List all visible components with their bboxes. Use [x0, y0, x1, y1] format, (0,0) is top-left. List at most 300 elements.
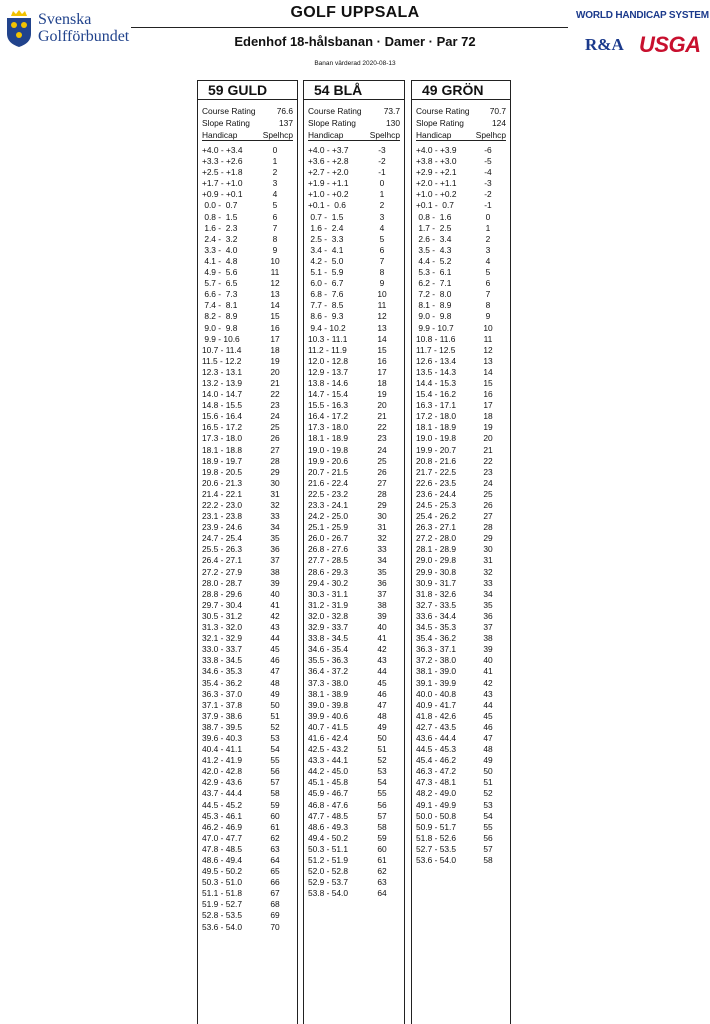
table-row: [198, 223, 297, 234]
handicap-range: 19.0 - 19.8: [308, 444, 349, 455]
table-row: [304, 811, 404, 822]
playing-handicap: 10: [270, 255, 280, 266]
table-row: [304, 433, 404, 444]
playing-handicap: 60: [270, 810, 280, 821]
table-row: [304, 722, 404, 733]
handicap-range: 14.7 - 15.4: [308, 389, 349, 400]
playing-handicap: 11: [270, 267, 280, 278]
playing-handicap: 63: [377, 877, 387, 888]
handicap-range: 43.3 - 44.1: [308, 755, 349, 766]
handicap-range: 27.7 - 28.5: [308, 555, 349, 566]
handicap-range: 52.7 - 53.5: [416, 843, 457, 854]
table-row: [304, 400, 404, 411]
handicap-range: 50.3 - 51.0: [202, 877, 243, 888]
handicap-range: 2.4 - 3.2: [202, 233, 238, 244]
table-row: [198, 833, 297, 844]
handicap-range: 24.5 - 25.3: [416, 500, 457, 510]
playing-handicap: 26: [483, 500, 493, 510]
handicap-range: 22.5 - 23.2: [308, 488, 349, 499]
playing-handicap: 3: [272, 178, 278, 189]
table-row: [412, 522, 510, 533]
playing-handicap: 21: [270, 377, 280, 388]
playing-handicap: 34: [270, 522, 280, 533]
playing-handicap: 61: [377, 855, 387, 865]
handicap-header: Handicap: [308, 130, 344, 140]
handicap-range: 12.9 - 13.7: [308, 366, 349, 377]
handicap-range: 41.6 - 42.4: [308, 732, 349, 743]
table-row: [412, 212, 510, 223]
playing-handicap: 65: [270, 866, 280, 877]
handicap-range: 47.0 - 47.7: [202, 832, 243, 843]
course-rating-label: Course Rating: [416, 106, 470, 116]
playing-handicap: 36: [483, 610, 493, 621]
table-row: [198, 300, 297, 311]
tee-column: [197, 80, 298, 1024]
playing-handicap: 51: [270, 710, 280, 721]
handicap-range: 18.1 - 18.8: [202, 444, 243, 455]
table-row: [304, 300, 404, 311]
table-row: [412, 445, 510, 456]
slope-rating-row: [308, 117, 400, 129]
playing-handicap: 15: [270, 311, 280, 322]
playing-handicap: 59: [270, 799, 280, 810]
course-rating-row: [416, 105, 506, 117]
playing-handicap: 56: [270, 766, 280, 777]
playing-handicap: -1: [484, 200, 492, 211]
playing-handicap: 36: [270, 544, 280, 555]
handicap-range: 10.3 - 11.1: [308, 333, 348, 344]
table-row: [412, 611, 510, 622]
handicap-range: 13.2 - 13.9: [202, 377, 243, 388]
handicap-range: 19.8 - 20.5: [202, 466, 243, 477]
playing-handicap: 46: [483, 721, 493, 732]
table-row: [198, 522, 297, 533]
table-row: [304, 611, 404, 622]
handicap-range: 25.1 - 25.9: [308, 522, 349, 533]
playing-handicap: -2: [484, 189, 492, 200]
table-row: [198, 311, 297, 322]
slope-rating-value: 124: [492, 118, 506, 128]
handicap-range: 10.8 - 11.6: [416, 333, 456, 344]
table-row: [198, 700, 297, 711]
table-row: [198, 800, 297, 811]
table-row: [198, 755, 297, 766]
handicap-range: 26.8 - 27.6: [308, 544, 349, 555]
playing-handicap: 7: [485, 289, 491, 300]
handicap-range: 27.2 - 28.0: [416, 533, 457, 544]
playing-handicap: 3: [485, 244, 491, 255]
table-row: [198, 644, 297, 655]
title-divider: [131, 27, 568, 28]
spelhcp-header: Spelhcp: [475, 130, 506, 140]
handicap-range: 52.0 - 52.8: [308, 866, 349, 877]
playing-handicap: 14: [270, 300, 280, 311]
playing-handicap: 18: [377, 377, 387, 388]
playing-handicap: 61: [270, 821, 280, 832]
handicap-range: 28.0 - 28.7: [202, 577, 243, 588]
playing-handicap: 11: [483, 333, 493, 344]
handicap-range: 34.6 - 35.4: [308, 644, 349, 655]
table-row: [198, 323, 297, 334]
playing-handicap: 46: [377, 688, 387, 699]
handicap-range: 17.3 - 18.0: [202, 433, 243, 444]
handicap-range: +0.1 - 0.7: [416, 200, 454, 211]
handicap-range: +1.7 - +1.0: [202, 178, 243, 189]
handicap-range: 9.4 - 10.2: [308, 322, 346, 333]
table-row: [198, 511, 297, 522]
table-row: [412, 700, 510, 711]
handicap-range: 33.8 - 34.5: [202, 655, 243, 666]
playing-handicap: 41: [377, 633, 387, 644]
handicap-range: 4.2 - 5.0: [308, 255, 344, 266]
playing-handicap: 40: [483, 655, 493, 666]
table-row: [412, 345, 510, 356]
handicap-range: 22.6 - 23.5: [416, 477, 457, 488]
handicap-range: 40.9 - 41.7: [416, 699, 457, 710]
playing-handicap: 44: [377, 666, 387, 677]
handicap-range: 3.5 - 4.3: [416, 244, 452, 255]
handicap-table: [198, 141, 297, 933]
handicap-range: 19.9 - 20.6: [308, 455, 349, 466]
table-row: [304, 755, 404, 766]
handicap-range: 45.4 - 46.2: [416, 755, 457, 766]
table-row: [304, 622, 404, 633]
playing-handicap: 42: [270, 610, 280, 621]
playing-handicap: 18: [270, 344, 280, 355]
playing-handicap: 21: [377, 411, 387, 422]
table-row: [198, 433, 297, 444]
playing-handicap: 55: [483, 821, 493, 832]
handicap-range: 47.8 - 48.5: [202, 843, 243, 854]
tee-name: 54 BLÅ: [304, 81, 404, 100]
table-row: [198, 256, 297, 267]
handicap-range: 37.2 - 38.0: [416, 655, 457, 666]
handicap-range: 18.1 - 18.9: [308, 433, 349, 444]
handicap-range: 12.0 - 12.8: [308, 355, 349, 366]
playing-handicap: 56: [483, 832, 493, 843]
table-row: [412, 555, 510, 566]
playing-handicap: 24: [270, 411, 280, 422]
handicap-range: 52.9 - 53.7: [308, 877, 349, 888]
handicap-range: 12.6 - 13.4: [416, 355, 457, 366]
table-row: [412, 822, 510, 833]
handicap-range: 51.9 - 52.7: [202, 899, 243, 910]
table-row: [412, 378, 510, 389]
table-row: [304, 389, 404, 400]
handicap-table: [304, 141, 404, 899]
slope-rating-label: Slope Rating: [202, 118, 250, 128]
table-row: [412, 788, 510, 799]
handicap-range: 23.1 - 23.8: [202, 511, 243, 522]
table-row: [412, 234, 510, 245]
table-row: [412, 267, 510, 278]
playing-handicap: -1: [378, 167, 386, 178]
handicap-range: 20.7 - 21.5: [308, 466, 349, 477]
table-row: [198, 578, 297, 589]
handicap-range: 38.1 - 38.9: [308, 688, 349, 699]
course-rating-label: Course Rating: [202, 106, 256, 116]
handicap-range: 7.7 - 8.5: [308, 300, 344, 311]
table-row: [412, 422, 510, 433]
handicap-range: 32.9 - 33.7: [308, 622, 349, 633]
playing-handicap: 57: [377, 810, 387, 821]
playing-handicap: 1: [379, 189, 385, 200]
handicap-range: 23.3 - 24.1: [308, 500, 349, 510]
spelhcp-header: Spelhcp: [369, 130, 400, 140]
table-row: [412, 511, 510, 522]
handicap-range: 36.3 - 37.0: [202, 688, 243, 699]
playing-handicap: 25: [270, 422, 280, 433]
handicap-range: 1.6 - 2.3: [202, 222, 238, 233]
playing-handicap: 26: [270, 433, 280, 444]
handicap-range: 24.7 - 25.4: [202, 533, 243, 544]
playing-handicap: 21: [483, 444, 493, 455]
table-row: [304, 256, 404, 267]
playing-handicap: -6: [484, 145, 492, 155]
playing-handicap: 17: [377, 366, 387, 377]
table-row: [412, 411, 510, 422]
handicap-range: 0.7 - 1.5: [308, 211, 344, 222]
playing-handicap: 39: [270, 577, 280, 588]
table-row: [304, 323, 404, 334]
playing-handicap: 41: [483, 666, 493, 677]
handicap-range: 41.8 - 42.6: [416, 710, 457, 721]
table-row: [198, 600, 297, 611]
playing-handicap: -2: [378, 156, 386, 167]
table-row: [412, 156, 510, 167]
table-row: [412, 755, 510, 766]
table-row: [304, 345, 404, 356]
playing-handicap: 41: [270, 599, 280, 610]
tee-name: 49 GRÖN: [412, 81, 510, 100]
playing-handicap: 0: [379, 178, 385, 189]
playing-handicap: 50: [377, 732, 387, 743]
table-row: [412, 300, 510, 311]
playing-handicap: 39: [483, 644, 493, 655]
playing-handicap: 0: [272, 145, 278, 155]
table-row: [304, 700, 404, 711]
playing-handicap: 52: [483, 788, 493, 799]
playing-handicap: 29: [270, 466, 280, 477]
table-row: [304, 223, 404, 234]
playing-handicap: 70: [270, 921, 280, 932]
table-row: [412, 323, 510, 334]
playing-handicap: 51: [483, 777, 493, 788]
rating-date: Banan värderad 2020-08-13: [314, 60, 396, 67]
playing-handicap: 57: [270, 777, 280, 788]
table-row: [304, 866, 404, 877]
handicap-range: 33.6 - 34.4: [416, 610, 457, 621]
table-row: [304, 311, 404, 322]
handicap-range: 5.3 - 6.1: [416, 267, 452, 278]
playing-handicap: 33: [377, 544, 387, 555]
table-row: [198, 422, 297, 433]
table-header: [308, 129, 400, 141]
playing-handicap: 46: [270, 655, 280, 666]
handicap-range: 38.7 - 39.5: [202, 721, 243, 732]
table-row: [198, 589, 297, 600]
handicap-range: 42.5 - 43.2: [308, 744, 349, 755]
table-row: [198, 489, 297, 500]
slope-rating-value: 137: [279, 118, 293, 128]
handicap-range: 43.6 - 44.4: [416, 732, 457, 743]
table-row: [198, 334, 297, 345]
playing-handicap: 48: [377, 710, 387, 721]
table-row: [198, 445, 297, 456]
playing-handicap: 55: [377, 788, 387, 799]
table-row: [412, 600, 510, 611]
table-row: [198, 777, 297, 788]
playing-handicap: 26: [377, 466, 387, 477]
table-row: [304, 278, 404, 289]
playing-handicap: 22: [377, 422, 387, 433]
playing-handicap: 0: [485, 211, 491, 222]
handicap-range: 26.4 - 27.1: [202, 555, 243, 566]
handicap-range: 32.1 - 32.9: [202, 633, 243, 644]
table-row: [412, 777, 510, 788]
table-row: [198, 711, 297, 722]
handicap-range: 48.6 - 49.4: [202, 855, 243, 865]
handicap-range: 30.5 - 31.2: [202, 610, 243, 621]
handicap-range: +1.0 - +0.2: [416, 189, 457, 200]
handicap-range: 30.9 - 31.7: [416, 577, 457, 588]
table-row: [198, 234, 297, 245]
table-header: [416, 129, 506, 141]
table-row: [304, 456, 404, 467]
handicap-range: 19.9 - 20.7: [416, 444, 457, 455]
table-row: [198, 766, 297, 777]
table-row: [304, 189, 404, 200]
table-row: [198, 811, 297, 822]
table-row: [304, 178, 404, 189]
handicap-range: 4.1 - 4.8: [202, 255, 238, 266]
playing-handicap: 42: [483, 677, 493, 688]
handicap-range: 9.0 - 9.8: [202, 322, 238, 333]
table-row: [412, 578, 510, 589]
table-row: [304, 533, 404, 544]
playing-handicap: 10: [483, 322, 493, 333]
handicap-range: +2.5 - +1.8: [202, 167, 243, 178]
handicap-range: 5.1 - 5.9: [308, 267, 344, 278]
playing-handicap: 23: [270, 400, 280, 411]
handicap-range: +2.0 - +1.1: [416, 178, 457, 189]
playing-handicap: 5: [272, 200, 278, 211]
table-row: [304, 800, 404, 811]
handicap-range: 37.9 - 38.6: [202, 710, 243, 721]
table-row: [304, 145, 404, 156]
playing-handicap: 16: [270, 322, 280, 333]
handicap-range: +2.9 - +2.1: [416, 167, 457, 178]
handicap-range: 36.4 - 37.2: [308, 666, 349, 677]
table-row: [198, 367, 297, 378]
playing-handicap: 29: [483, 533, 493, 544]
handicap-range: +1.9 - +1.1: [308, 178, 349, 189]
table-row: [304, 766, 404, 777]
playing-handicap: 57: [483, 843, 493, 854]
handicap-range: 28.1 - 28.9: [416, 544, 457, 555]
playing-handicap: 20: [483, 433, 493, 444]
table-row: [412, 744, 510, 755]
table-row: [198, 278, 297, 289]
table-row: [198, 356, 297, 367]
handicap-range: 30.3 - 31.1: [308, 588, 349, 599]
playing-handicap: 49: [270, 688, 280, 699]
handicap-range: 33.0 - 33.7: [202, 644, 243, 655]
course-rating-value: 76.6: [276, 106, 293, 116]
playing-handicap: 19: [270, 355, 280, 366]
playing-handicap: 38: [270, 566, 280, 577]
playing-handicap: 27: [377, 477, 387, 488]
table-row: [412, 311, 510, 322]
table-row: [412, 256, 510, 267]
playing-handicap: 18: [483, 411, 493, 422]
handicap-range: 47.7 - 48.5: [308, 810, 349, 821]
handicap-range: 40.0 - 40.8: [416, 688, 457, 699]
handicap-range: 15.6 - 16.4: [202, 411, 243, 422]
table-row: [304, 511, 404, 522]
handicap-range: 26.0 - 26.7: [308, 533, 349, 544]
page-subtitle: Edenhof 18-hålsbanan · Damer · Par 72: [234, 34, 476, 49]
handicap-range: 37.3 - 38.0: [308, 677, 349, 688]
table-row: [412, 400, 510, 411]
playing-handicap: 40: [377, 622, 387, 633]
playing-handicap: 50: [270, 699, 280, 710]
handicap-range: 50.9 - 51.7: [416, 821, 457, 832]
table-row: [412, 533, 510, 544]
handicap-range: 35.4 - 36.2: [416, 633, 457, 644]
handicap-range: 9.9 - 10.7: [416, 322, 454, 333]
table-row: [198, 544, 297, 555]
table-row: [304, 212, 404, 223]
table-row: [412, 223, 510, 234]
playing-handicap: 44: [483, 699, 493, 710]
playing-handicap: 34: [377, 555, 387, 566]
handicap-range: 15.4 - 16.2: [416, 389, 457, 400]
playing-handicap: 9: [379, 278, 385, 289]
playing-handicap: 50: [483, 766, 493, 777]
handicap-range: 46.3 - 47.2: [416, 766, 457, 777]
handicap-range: 13.8 - 14.6: [308, 377, 349, 388]
handicap-range: 47.3 - 48.1: [416, 777, 457, 788]
handicap-range: 45.3 - 46.1: [202, 810, 243, 821]
page-header: [0, 0, 710, 72]
handicap-range: 13.5 - 14.3: [416, 366, 457, 377]
playing-handicap: 45: [483, 710, 493, 721]
usga-logo: USGA: [639, 32, 701, 57]
handicap-range: 51.2 - 51.9: [308, 855, 349, 865]
table-row: [304, 844, 404, 855]
table-row: [198, 877, 297, 888]
handicap-range: 11.5 - 12.2: [202, 355, 242, 366]
handicap-range: 39.0 - 39.8: [308, 699, 349, 710]
playing-handicap: 2: [379, 200, 385, 211]
table-row: [412, 500, 510, 511]
playing-handicap: 69: [270, 910, 280, 921]
playing-handicap: 25: [483, 488, 493, 499]
table-row: [198, 689, 297, 700]
handicap-range: 16.4 - 17.2: [308, 411, 349, 422]
playing-handicap: 53: [270, 732, 280, 743]
sgf-name-line1: Svenska: [38, 11, 92, 28]
playing-handicap: 13: [270, 289, 280, 300]
handicap-range: 9.0 - 9.8: [416, 311, 452, 322]
table-row: [412, 644, 510, 655]
table-row: [412, 666, 510, 677]
handicap-range: 35.5 - 36.3: [308, 655, 349, 666]
table-row: [198, 200, 297, 211]
handicap-range: 20.8 - 21.6: [416, 455, 457, 466]
handicap-range: 3.4 - 4.1: [308, 244, 344, 255]
